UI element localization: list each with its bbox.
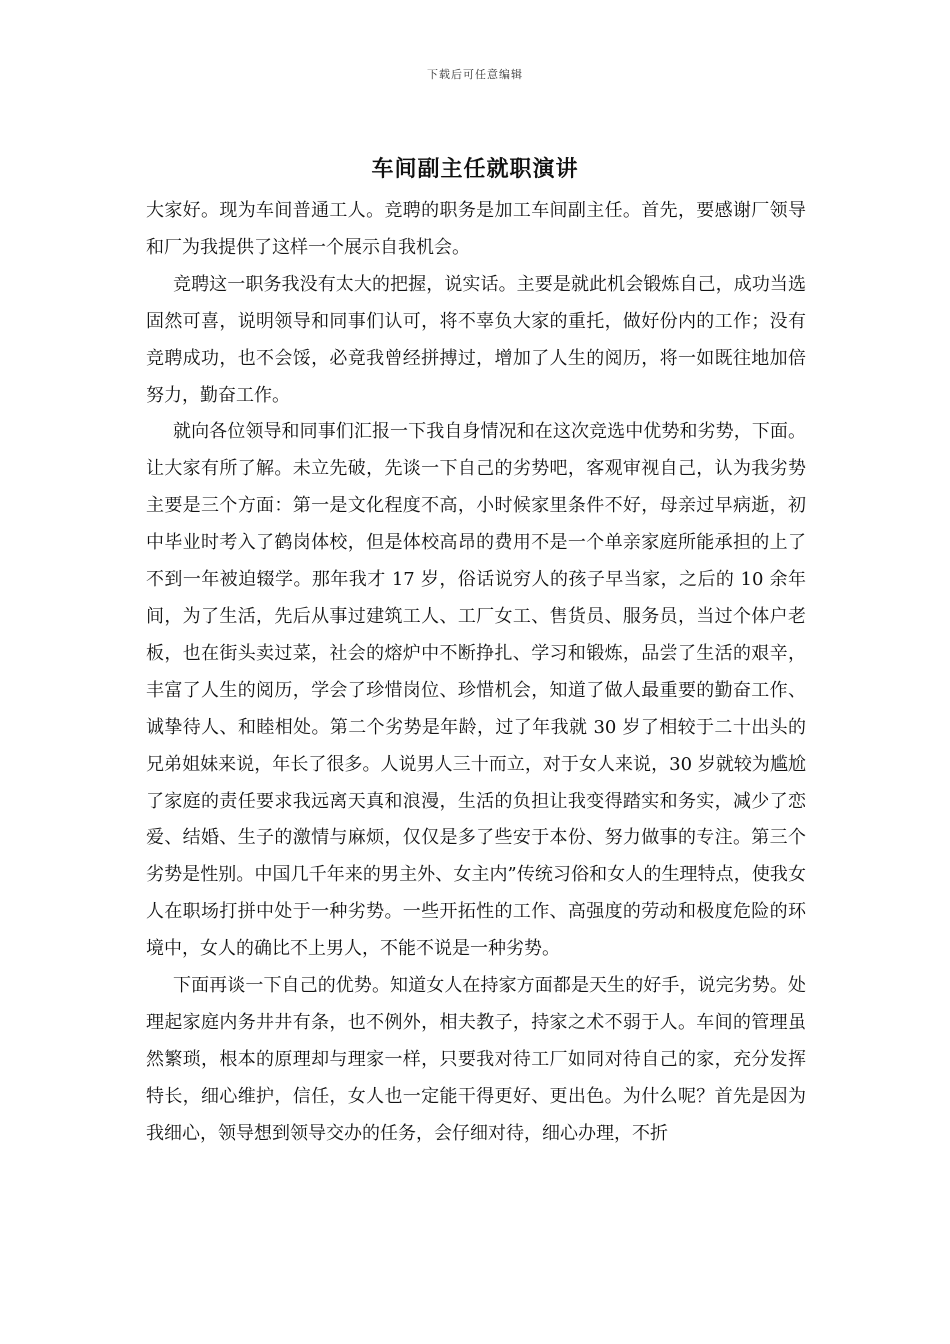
paragraph-weaknesses: 就向各位领导和同事们汇报一下我自身情况和在这次竞选中优势和劣势，下面。让大家有所了解。未立先破，先谈一下自己的劣势吧，客观审视自己，认为我劣势主要是三个方面：第一是文化程度不高，小时候家里条件不好，母亲过早病逝，初中毕业时考入了鹤岗体校，但是体校高昂的费用不是一个单亲家庭所能承担的上了不到一年被迫辍学。那年我才 17 岁，俗话说穷人的孩子早当家，之后的 10 余年间，为了生活，先后从事过建筑工人、工厂女工、售货员、服务员，当过个体户老板，也在街头卖过菜，社会的熔炉中不断挣扎、学习和锻炼，品尝了生活的艰辛，丰富了人生的阅历，学会了珍惜岗位、珍惜机会，知道了做人最重要的勤奋工作、诚挚待人、和睦相处。第二个劣势是年龄，过了年我就 30 岁了相较于二十出头的兄弟姐妹来说，年长了很多。人说男人三十而立，对于女人来说，30 岁就较为尴尬了家庭的责任要求我远离天真和浪漫，生活的负担让我变得踏实和务实，减少了恋爱、结婚、生子的激情与麻烦，仅仅是多了些安于本份、努力做事的专注。第三个劣势是性别。中国几千年来的男主外、女主内”传统习俗和女人的生理特点，使我女人在职场打拼中处于一种劣势。一些开拓性的工作、高强度的劳动和极度危险的环境中，女人的确比不上男人，不能不说是一种劣势。 (146, 421, 806, 960)
paragraph-attitude: 竞聘这一职务我没有太大的把握，说实话。主要是就此机会锻炼自己，成功当选固然可喜，说明领导和同事们认可，将不辜负大家的重托，做好份内的工作；没有竞聘成功，也不会馁，必竟我曾经拼搏过，增加了人生的阅历，将一如既往地加倍努力，勤奋工作。 (146, 273, 806, 406)
document-title: 车间副主任就职演讲 (371, 156, 579, 182)
header-note: 下载后可任意编辑 (427, 68, 523, 81)
document-body (146, 193, 806, 1153)
paragraph-strengths: 下面再谈一下自己的优势。知道女人在持家方面都是天生的好手，说完劣势。处理起家庭内务井井有条，也不例外，相夫教子，持家之术不弱于人。车间的管理虽然繁琐，根本的原理却与理家一样，只要我对待工厂如同对待自己的家，充分发挥特长，细心维护，信任，女人也一定能干得更好、更出色。为什么呢？首先是因为我细心，领导想到领导交办的任务，会仔细对待，细心办理，不折 (146, 975, 806, 1144)
paragraph-greeting: 大家好。现为车间普通工人。竞聘的职务是加工车间副主任。首先，要感谢厂领导和厂为我提供了这样一个展示自我机会。 (146, 200, 806, 258)
